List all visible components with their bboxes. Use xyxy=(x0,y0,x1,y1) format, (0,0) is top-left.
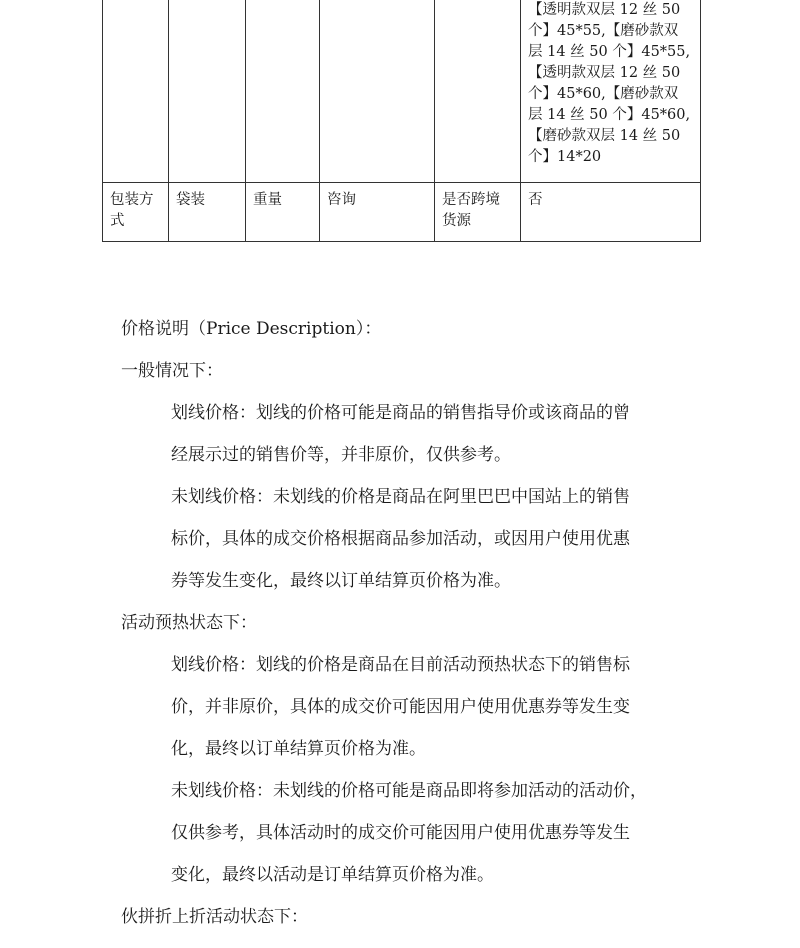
spec-table xyxy=(102,0,701,242)
variant-line: 【磨砂款双层 14 丝 50 xyxy=(528,128,681,144)
table-row-continued xyxy=(103,0,701,183)
table-cell xyxy=(103,0,169,183)
preheat-heading: 活动预热状态下： xyxy=(121,613,257,633)
packaging-label: 包装方式 xyxy=(103,183,169,242)
table-cell xyxy=(246,0,320,183)
variant-line: 个】45*60,【磨砂款双 xyxy=(528,86,679,102)
preheat-line: 仅供参考，具体活动时的成交价可能因用户使用优惠券等发生 xyxy=(171,823,630,843)
normal-heading: 一般情况下： xyxy=(121,361,223,381)
weight-value: 咨询 xyxy=(320,183,435,242)
packaging-value: 袋装 xyxy=(169,183,246,242)
variant-line: 个】45*55,【磨砂款双 xyxy=(528,23,679,39)
normal-line: 经展示过的销售价等，并非原价，仅供参考。 xyxy=(171,445,511,465)
normal-line: 划线价格：划线的价格可能是商品的销售指导价或该商品的曾 xyxy=(171,403,630,423)
variant-line: 【透明款双层 12 丝 50 xyxy=(528,65,681,81)
variant-line: 【透明款双层 12 丝 50 xyxy=(528,2,681,18)
variant-line: 层 14 丝 50 个】45*60, xyxy=(528,107,691,123)
cross-border-label: 是否跨境货源 xyxy=(435,183,521,242)
table-row-packaging xyxy=(103,183,701,242)
group-heading: 伙拼折上折活动状态下： xyxy=(121,907,308,927)
preheat-line: 未划线价格：未划线的价格可能是商品即将参加活动的活动价， xyxy=(171,781,647,801)
normal-line: 标价，具体的成交价格根据商品参加活动，或因用户使用优惠 xyxy=(171,529,630,549)
table-cell xyxy=(320,0,435,183)
variants-cell xyxy=(521,0,701,183)
weight-label: 重量 xyxy=(246,183,320,242)
table-cell xyxy=(169,0,246,183)
cross-border-value: 否 xyxy=(521,183,701,242)
table-cell xyxy=(435,0,521,183)
normal-line: 未划线价格：未划线的价格是商品在阿里巴巴中国站上的销售 xyxy=(171,487,630,507)
variant-line: 层 14 丝 50 个】45*55, xyxy=(528,44,691,60)
preheat-line: 划线价格：划线的价格是商品在目前活动预热状态下的销售标 xyxy=(171,655,630,675)
price-title: 价格说明（Price Description）： xyxy=(121,319,382,339)
preheat-line: 价，并非原价，具体的成交价可能因用户使用优惠券等发生变 xyxy=(171,697,630,717)
preheat-line: 变化，最终以活动是订单结算页价格为准。 xyxy=(171,865,494,885)
preheat-line: 化，最终以订单结算页价格为准。 xyxy=(171,739,426,759)
normal-line: 券等发生变化，最终以订单结算页价格为准。 xyxy=(171,571,511,591)
variant-line: 个】14*20 xyxy=(528,149,602,165)
